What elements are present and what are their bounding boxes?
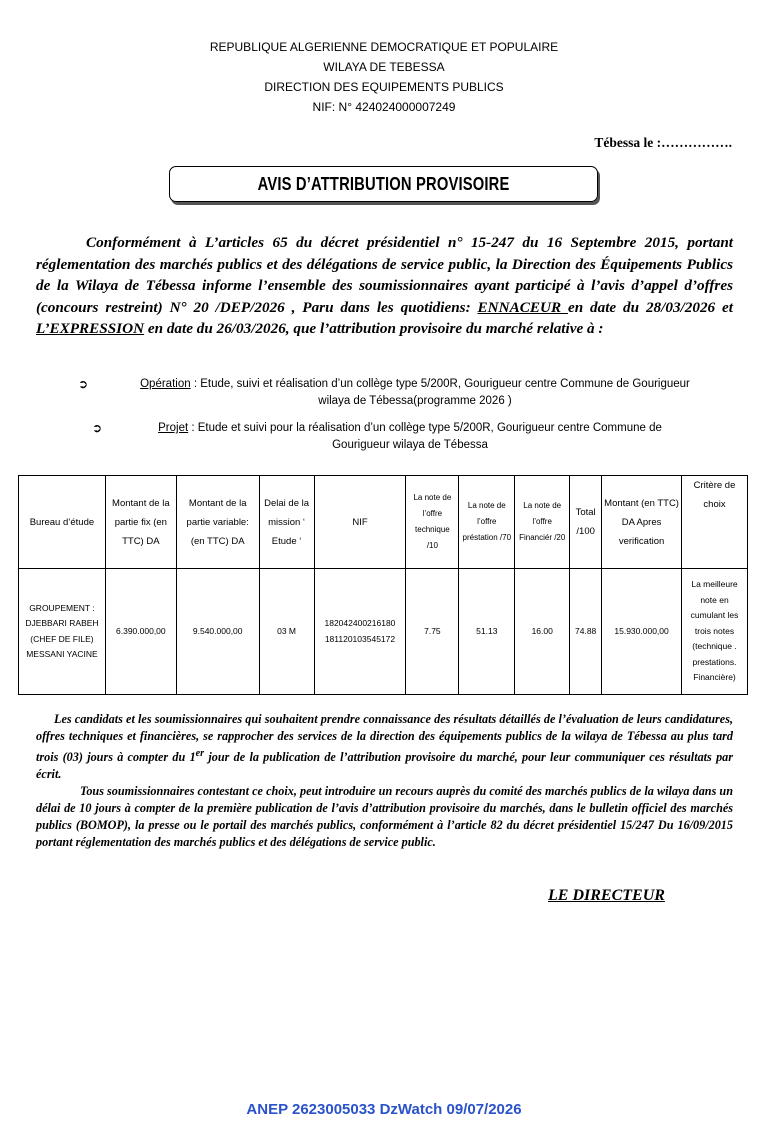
projet-text: : Etude et suivi pour la réalisation d’un collège type 5/200R, Gourigueur centre Commune de	[188, 422, 662, 434]
notes-p1a: Les candidats et les soumissionnaires qui souhaitent prendre connaissance des résultats détaillés de l’évaluation de leurs candidatures, offres techniques et financières, se rapprocher des services de la direction des équipements publics de la wilaya de Tébessa au plus tard trois (03) jours à compter du 1	[36, 712, 733, 765]
letterhead-direction: DIRECTION DES EQUIPEMENTS PUBLICS	[264, 80, 504, 94]
signature: LE DIRECTEUR	[548, 887, 665, 904]
operation-label: Opération	[140, 378, 191, 390]
col-total: Total /100	[570, 476, 602, 569]
cell-total: 74.88	[570, 569, 602, 695]
cell-prestation: 51.13	[459, 569, 515, 695]
col-technique: La note de l’offre technique /10	[406, 476, 459, 569]
title-box	[169, 166, 598, 202]
newspaper-ennaceur: ENNACEUR	[477, 298, 568, 316]
col-nif: NIF	[314, 476, 406, 569]
results-table	[18, 475, 748, 695]
col-variable: Montant de la partie variable: (en TTC) DA	[176, 476, 259, 569]
intro-paragraph	[36, 232, 733, 340]
nif-value-2: 181120103545172	[324, 633, 396, 644]
col-bureau: Bureau d’étude	[19, 476, 106, 569]
footer-reference: ANEP 2623005033 DzWatch 09/07/2026	[246, 1101, 522, 1118]
notes-section	[36, 711, 733, 851]
document-title: AVIS D’ATTRIBUTION PROVISOIRE	[257, 173, 510, 194]
operation-bullet	[70, 376, 760, 410]
letterhead-wilaya: WILAYA DE TEBESSA	[323, 60, 445, 74]
letterhead-republic: REPUBLIQUE ALGERIENNE DEMOCRATIQUE ET POPULAIRE	[209, 40, 559, 54]
date-line: Tébessa le :…………….	[594, 135, 732, 150]
notes-p1-sup: er	[195, 748, 205, 759]
newspaper-lexpression: L’EXPRESSION	[36, 320, 145, 337]
cell-nif	[314, 569, 406, 695]
cell-bureau: GROUPEMENT : DJEBBARI RABEH (CHEF DE FILE) MESSANI YACINE	[19, 569, 106, 695]
projet-bullet	[80, 420, 740, 454]
notes-p2: Tous soumissionnaires contestant ce choix, peut introduire un recours auprès du comité des marchés publics de la wilaya dans un délai de 10 jours à compter de la première publication de l’avis d’attribution provisoire du marchés, dans le bulletin officiel des marchés publics (BOMOP), la presse ou le portail des marchés publics, conformément à l’article 82 du décret présidentiel 15/247 Du 16/09/2015 portant réglementation des marchés publics et des délégations de service public.	[36, 784, 733, 850]
cell-montant: 15.930.000,00	[602, 569, 682, 695]
intro-part1: Conformément à L’articles 65 du décret présidentiel n° 15-247 du 16 Septembre 2015, portant réglementation des marchés publics et des délégations de service public, la Direction des Équipements Publics de la Wilaya de Tébessa informe l’ensemble des soumissionnaires ayant participé à l’avis d’appel d’offres (concours restreint) N° 20 /DEP/2026 , Paru dans les quotidiens:	[36, 234, 733, 316]
letterhead	[0, 37, 768, 117]
table-header-row	[19, 476, 748, 569]
cell-fix: 6.390.000,00	[105, 569, 176, 695]
cell-delai: 03 M	[259, 569, 314, 695]
notes-p1b: jour de la publication de l’attribution provisoire du marché, pour leur communiquer ces résultats par écrit.	[36, 750, 733, 782]
arrow-right-icon: ➲	[78, 377, 89, 391]
col-financier: La note de l’offre Financiér /20	[515, 476, 570, 569]
operation-text-line2: wilaya de Tébessa(programme 2026 )	[318, 395, 512, 407]
table-row	[19, 569, 748, 695]
projet-text-line2: Gourigueur wilaya de Tébessa	[332, 439, 488, 451]
operation-text: : Etude, suivi et réalisation d’un collège type 5/200R, Gourigueur centre Commune de Gourigueur	[190, 378, 690, 390]
cell-financier: 16.00	[515, 569, 570, 695]
col-delai: Delai de la mission ‘ Etude ‘	[259, 476, 314, 569]
letterhead-nif: NIF: N° 424024000007249	[312, 100, 456, 114]
projet-label: Projet	[158, 422, 189, 434]
cell-variable: 9.540.000,00	[176, 569, 259, 695]
col-fix: Montant de la partie fix (en TTC) DA	[105, 476, 176, 569]
notes-paragraph-1	[36, 711, 733, 783]
nif-value-1: 182042400216180	[324, 618, 396, 628]
intro-part3: en date du 26/03/2026, que l’attribution provisoire du marché relative à :	[144, 320, 604, 337]
intro-part2: en date du 28/03/2026 et	[567, 298, 733, 316]
cell-technique: 7.75	[406, 569, 459, 695]
arrow-right-icon: ➲	[92, 421, 103, 435]
notes-paragraph-2	[36, 783, 733, 851]
cell-critere: La meilleure note en cumulant les trois notes (technique . prestations. Financière)	[682, 569, 748, 695]
col-critere: Critère de choix	[682, 476, 748, 569]
col-prestation: La note de l’offre préstation /70	[459, 476, 515, 569]
col-montant: Montant (en TTC) DA Apres verification	[602, 476, 682, 569]
